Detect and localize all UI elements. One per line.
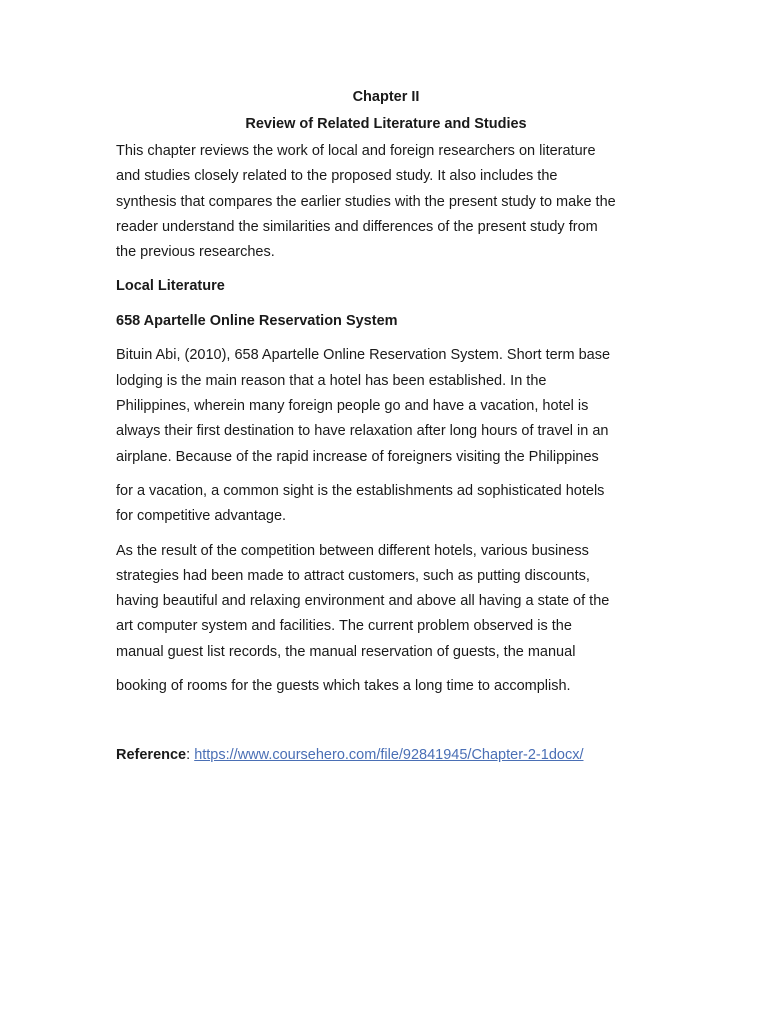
paragraph-line: strategies had been made to attract customers, such as putting discounts, bbox=[116, 567, 590, 584]
paragraph-line: As the result of the competition between different hotels, various business bbox=[116, 542, 589, 559]
reference-link[interactable]: https://www.coursehero.com/file/92841945/Chapter-2-1docx/ bbox=[194, 747, 584, 764]
paragraph-line: Philippines, wherein many foreign people go and have a vacation, hotel is bbox=[116, 398, 589, 415]
intro-line: and studies closely related to the proposed study. It also includes the bbox=[116, 168, 558, 185]
paragraph-line: lodging is the main reason that a hotel has been established. In the bbox=[116, 372, 547, 389]
document-page bbox=[116, 84, 656, 769]
section-heading-local-literature: Local Literature bbox=[116, 278, 225, 295]
paragraph-4 bbox=[116, 674, 656, 699]
paragraph-line: Bituin Abi, (2010), 658 Apartelle Online Reservation System. Short term base bbox=[116, 347, 611, 364]
paragraph-line: art computer system and facilities. The current problem observed is the bbox=[116, 618, 572, 635]
paragraph-line: airplane. Because of the rapid increase of foreigners visiting the Philippines bbox=[116, 448, 599, 465]
paragraph-1 bbox=[116, 343, 656, 469]
reference-line bbox=[116, 743, 656, 768]
reference-label: Reference bbox=[116, 747, 187, 764]
paragraph-line: booking of rooms for the guests which takes a long time to accomplish. bbox=[116, 678, 571, 695]
paragraph-line: for competitive advantage. bbox=[116, 508, 287, 525]
paragraph-line: always their first destination to have relaxation after long hours of travel in an bbox=[116, 423, 609, 440]
subsection-heading: 658 Apartelle Online Reservation System bbox=[116, 313, 398, 330]
intro-line: synthesis that compares the earlier studies with the present study to make the bbox=[116, 193, 616, 210]
paragraph-2 bbox=[116, 479, 656, 530]
paragraph-line: having beautiful and relaxing environment and above all having a state of the bbox=[116, 593, 610, 610]
paragraph-line: for a vacation, a common sight is the establishments ad sophisticated hotels bbox=[116, 482, 605, 499]
intro-line: the previous researches. bbox=[116, 244, 275, 261]
reference-separator: : bbox=[186, 747, 195, 764]
chapter-title: Review of Related Literature and Studies bbox=[245, 116, 527, 132]
paragraph-3 bbox=[116, 539, 656, 665]
intro-paragraph bbox=[116, 139, 656, 265]
paragraph-line: manual guest list records, the manual reservation of guests, the manual bbox=[116, 643, 576, 660]
intro-line: reader understand the similarities and differences of the present study from bbox=[116, 218, 598, 235]
chapter-number: Chapter II bbox=[352, 89, 420, 105]
intro-line: This chapter reviews the work of local and foreign researchers on literature bbox=[116, 143, 596, 159]
